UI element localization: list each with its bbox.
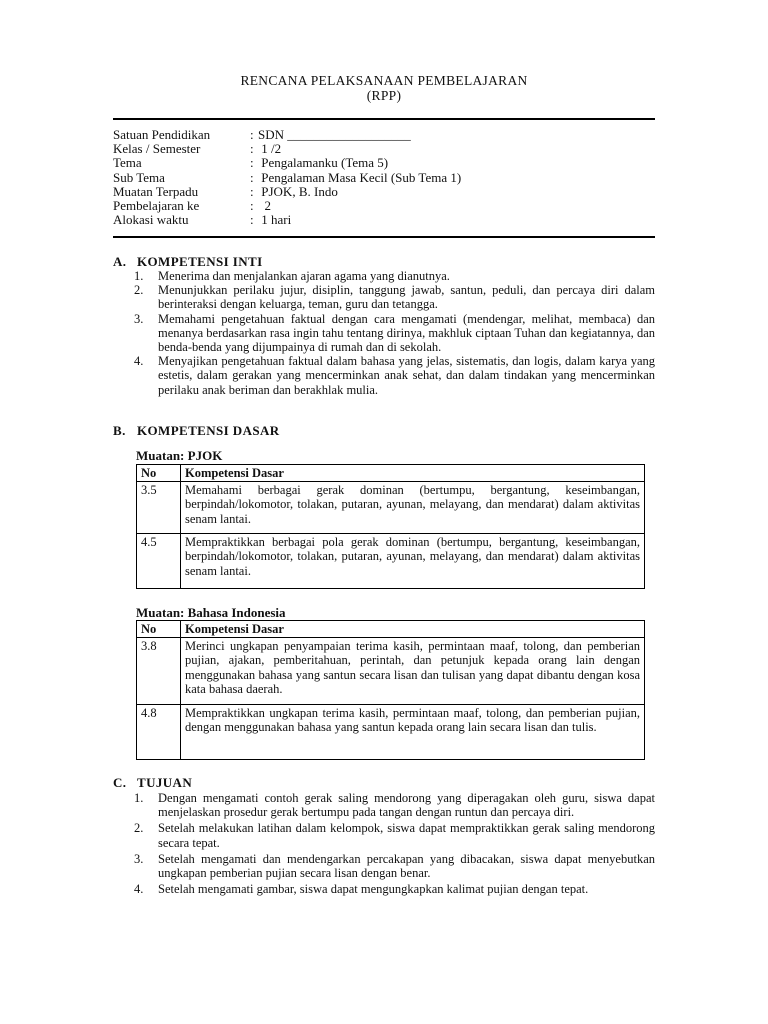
list-number: 1. <box>134 269 144 283</box>
table-header-row <box>137 621 645 638</box>
info-label: Satuan Pendidikan <box>113 127 211 142</box>
info-value: PJOK, B. Indo <box>258 183 338 199</box>
cell-kd: Mempraktikkan ungkapan terima kasih, permintaan maaf, tolong, dan pemberian pujian, dengan menggunakan bahasa yang santun kepada orang lain secara lisan dan tulis. <box>181 705 645 760</box>
info-colon: : <box>250 198 254 214</box>
table-row <box>137 705 645 760</box>
info-colon: : <box>250 212 254 228</box>
info-label: Sub Tema <box>113 169 165 185</box>
info-divider <box>113 236 655 238</box>
cell-kd: Merinci ungkapan penyampaian terima kasih, permintaan maaf, tolong, dan pemberian pujian, ajakan, pemberitahuan, perintah, dan petunjuk kepada orang lain dengan menggunakan bahasa yang santun secara lisan dan tulisan yang dapat dibantu dengan kosa kata bahasa daerah. <box>181 638 645 705</box>
header-no: No <box>137 465 181 482</box>
list-text: Menerima dan menjalankan ajaran agama yang dianutnya. <box>158 269 450 283</box>
list-number: 2. <box>134 283 144 298</box>
list-text: Menyajikan pengetahuan faktual dalam bahasa yang jelas, sistematis, dan logis, dalam karya yang estetis, dalam gerakan yang mencerminkan anak sehat, dan dalam tindakan yang mencerminkan perilaku anak beriman dan berakhlak mulia. <box>158 354 655 397</box>
section-letter: A. <box>113 254 127 269</box>
header-kd: Kompetensi Dasar <box>181 621 645 638</box>
info-label: Pembelajaran ke <box>113 198 200 214</box>
list-item <box>134 882 655 896</box>
muatan-bindo-label: Muatan: Bahasa Indonesia <box>136 605 286 620</box>
identity-block <box>113 128 461 227</box>
info-row-pembelajaran <box>113 199 461 213</box>
info-value: Pengalaman Masa Kecil (Sub Tema 1) <box>258 169 462 185</box>
cell-no: 4.5 <box>137 534 181 589</box>
info-row-satuan <box>113 128 461 142</box>
list-text: Menunjukkan perilaku jujur, disiplin, tanggung jawab, santun, peduli, dan percaya diri dalam berinteraksi dengan keluarga, teman, guru dan tetangga. <box>158 283 655 312</box>
info-value: SDN ___________________ <box>258 127 411 142</box>
tujuan-list <box>134 791 655 896</box>
info-colon: : <box>250 169 254 185</box>
cell-no: 3.8 <box>137 638 181 705</box>
info-row-muatan <box>113 185 461 199</box>
section-title: KOMPETENSI INTI <box>137 254 263 269</box>
list-item <box>134 283 655 311</box>
list-number: 2. <box>134 821 144 836</box>
info-value: 2 <box>258 198 271 214</box>
section-c-heading <box>113 775 192 791</box>
info-label: Kelas / Semester <box>113 141 201 157</box>
info-value: Pengalamanku (Tema 5) <box>258 155 389 171</box>
info-row-kelas <box>113 142 461 156</box>
list-item <box>134 269 655 283</box>
info-colon: : <box>250 155 254 171</box>
list-number: 4. <box>134 882 144 897</box>
header-kd: Kompetensi Dasar <box>181 465 645 482</box>
list-item <box>134 852 655 880</box>
list-item <box>134 312 655 355</box>
info-colon: : <box>250 141 254 157</box>
list-number: 4. <box>134 354 144 369</box>
cell-kd: Memahami berbagai gerak dominan (bertumpu, bergantung, keseimbangan, berpindah/lokomotor, tolakan, putaran, ayunan, melayang, dan mendarat) dalam aktivitas senam lantai. <box>181 482 645 534</box>
info-row-tema <box>113 156 461 170</box>
list-text: Setelah melakukan latihan dalam kelompok, siswa dapat mempraktikkan gerak saling mendorong secara tepat. <box>158 821 655 850</box>
list-number: 3. <box>134 311 144 326</box>
info-row-alokasi <box>113 213 461 227</box>
section-letter: B. <box>113 423 126 438</box>
list-number: 3. <box>134 851 144 866</box>
list-text: Setelah mengamati dan mendengarkan percakapan yang dibacakan, siswa dapat menyebutkan ungkapan pemberian pujian secara lisan dengan benar. <box>158 851 655 881</box>
cell-kd: Mempraktikkan berbagai pola gerak dominan (bertumpu, bergantung, keseimbangan, berpindah/lokomotor, tolakan, putaran, ayunan, melayang, dan mendarat) dalam aktivitas senam lantai. <box>181 534 645 589</box>
list-item <box>134 791 655 819</box>
table-header-row <box>137 465 645 482</box>
top-divider <box>113 118 655 120</box>
table-row <box>137 638 645 705</box>
list-item <box>134 821 655 849</box>
info-label: Tema <box>113 155 142 171</box>
cell-no: 3.5 <box>137 482 181 534</box>
muatan-pjok-label: Muatan: PJOK <box>136 448 223 463</box>
section-b-heading <box>113 423 280 439</box>
table-row <box>137 482 645 534</box>
section-title: TUJUAN <box>137 775 193 790</box>
section-title: KOMPETENSI DASAR <box>137 423 280 438</box>
list-number: 1. <box>134 791 144 805</box>
list-text: Memahami pengetahuan faktual dengan cara mengamati (mendengar, melihat, membaca) dan menanya berdasarkan rasa ingin tahu tentang dirinya, makhluk ciptaan Tuhan dan kegiatannya, dan benda-benda yang dijumpainya di rumah dan di sekolah. <box>158 311 655 355</box>
info-colon: : <box>250 183 254 199</box>
kompetensi-inti-list <box>134 269 655 397</box>
document-title: RENCANA PELAKSANAAN PEMBELAJARAN <box>240 73 528 88</box>
table-row <box>137 534 645 589</box>
info-value: 1 hari <box>258 212 292 228</box>
list-item <box>134 354 655 397</box>
header-no: No <box>137 621 181 638</box>
document-subtitle: (RPP) <box>366 88 402 103</box>
info-colon: : <box>250 127 254 142</box>
cell-no: 4.8 <box>137 705 181 760</box>
info-row-subtema <box>113 171 461 185</box>
info-value: 1 /2 <box>258 141 282 157</box>
kd-table-pjok <box>136 464 645 589</box>
section-a-heading <box>113 254 263 270</box>
info-label: Alokasi waktu <box>113 212 189 228</box>
info-label: Muatan Terpadu <box>113 183 199 199</box>
list-text: Setelah mengamati gambar, siswa dapat mengungkapkan kalimat pujian dengan tepat. <box>158 882 589 897</box>
list-text: Dengan mengamati contoh gerak saling mendorong yang diperagakan oleh guru, siswa dapat menjelaskan prosedur gerak bertumpu pada tangan dengan runtun dan percaya diri. <box>158 791 655 820</box>
section-letter: C. <box>113 775 127 790</box>
kd-table-bindo <box>136 620 645 760</box>
